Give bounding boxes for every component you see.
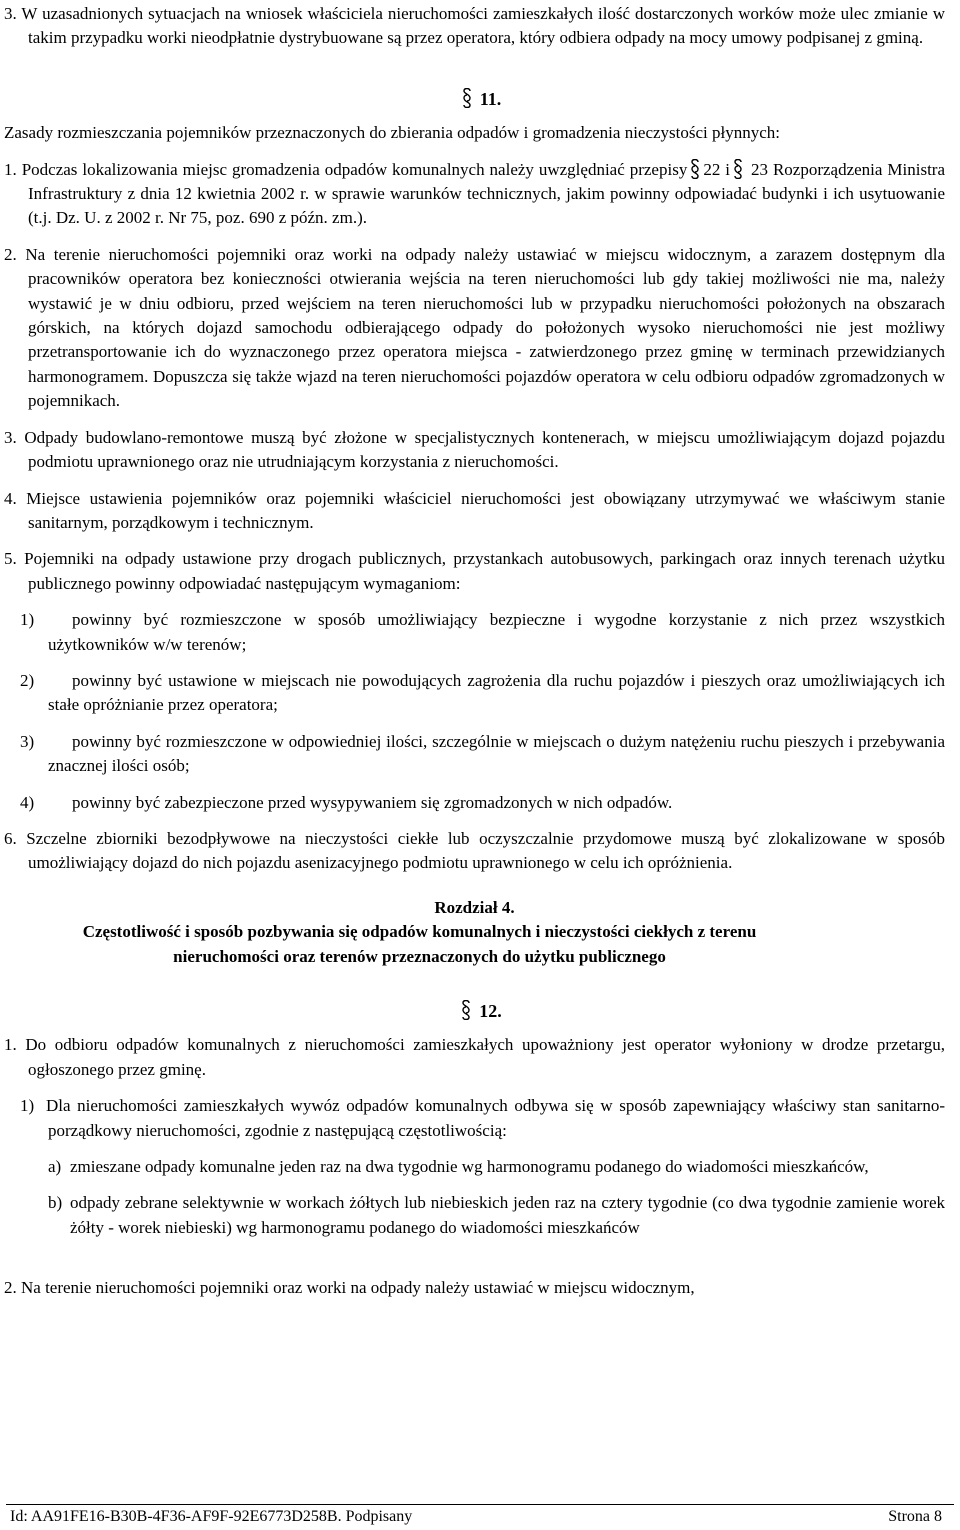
- document-body: [4, 2, 945, 1301]
- section-12-paragraph-2: 2. Na terenie nieruchomości pojemniki oraz worki na odpady należy ustawiać w miejscu widocznym,: [4, 1278, 695, 1298]
- section-12-number: 12.: [479, 1001, 502, 1021]
- chapter-label: Rozdział 4.: [434, 897, 515, 917]
- section-11-number: 11.: [479, 88, 502, 109]
- list-item: [4, 1191, 945, 1240]
- chapter-title: Częstotliwość i sposób pozbywania się odpadów komunalnych i nieczystości ciekłych z terenu nieruchomości oraz terenów przeznaczonych do użytku publicznego: [82, 922, 757, 966]
- section-11-paragraph-1: [4, 158, 945, 231]
- section-11-paragraph-5: 5. Pojemniki na odpady ustawione przy drogach publicznych, przystankach autobusowych, parkingach oraz innych terenach użytku publicznego powinny odpowiadać następującym wymaganiom:: [4, 549, 945, 593]
- list-item-number: 2): [20, 670, 35, 690]
- section-12-subitem-1: [4, 1094, 945, 1143]
- page-number: Strona 8: [888, 1508, 942, 1525]
- footer-divider: [6, 1504, 954, 1505]
- section-symbol-icon: [690, 159, 700, 179]
- subitem-number: 1): [20, 1096, 35, 1116]
- section-11-heading: Zasady rozmieszczania pojemników przeznaczonych do zbierania odpadów i gromadzenia nieczystości płynnych:: [4, 123, 781, 143]
- section-symbol-icon: [462, 88, 472, 108]
- section-symbol-icon: [733, 159, 743, 179]
- list-item-number: 3): [20, 731, 35, 751]
- section-11-paragraph-2: 2. Na terenie nieruchomości pojemniki oraz worki na odpady należy ustawiać w miejscu widocznym, a zarazem dostępnym dla pracowników operatora bez konieczności otwierania wejścia na teren nieruchomości lub gdy takiej możliwości nie ma, należy wystawić je w dniu odbioru, przed wejściem na teren nieruchomości lub w przypadku nieruchomości położonych na obszarach górskich, na których dojazd samochodu odbierającego odpady do położonych wysoko nieruchomości nie jest możliwy przetransportowanie ich do wyznaczonego przez operatora miejsca - zatwierdzonego przez gminę w terminach przewidzianych harmonogramem. Dopuszcza się także wjazd na teren nieruchomości pojazdów operatora w celu odbioru odpadów zgromadzonych w pojemnikach.: [4, 244, 945, 411]
- list-item-number: 1): [20, 610, 35, 630]
- section-11-header: [4, 87, 945, 111]
- list-item: [4, 1155, 945, 1179]
- section-11-paragraph-3: 3. Odpady budowlano-remontowe muszą być złożone w specjalistycznych kontenerach, w miejscu umożliwiającym dojazd pojazdu podmiotu uprawnionego oraz nie utrudniającym korzystania z nieruchomości.: [4, 427, 945, 472]
- intro-paragraph-3: 3. W uzasadnionych sytuacjach na wniosek właściciela nieruchomości zamieszkałych ilość dostarczonych worków może ulec zmianie w takim przypadku worki nieodpłatnie dystrybuowane są przez operatora, który odbiera odpady na mocy umowy podpisanej z gminą.: [4, 4, 945, 48]
- list-item-text: zmieszane odpady komunalne jeden raz na dwa tygodnie wg harmonogramu podanego do wiadomości mieszkańców,: [70, 1157, 869, 1177]
- subitem-text: Dla nieruchomości zamieszkałych wywóz odpadów komunalnych odbywa się w sposób zapewniający właściwy stan sanitarno-porządkowy nieruchomości, zgodnie z następującą częstotliwością:: [46, 1096, 945, 1140]
- list-item-text: powinny być ustawione w miejscach nie powodujących zagrożenia dla ruchu pojazdów i pieszych oraz umożliwiających ich stałe opróżnianie przez operatora;: [48, 670, 945, 715]
- list-item-text: powinny być rozmieszczone w sposób umożliwiający bezpieczne i wygodne korzystanie z nich przez wszystkich użytkowników w/w terenów;: [48, 610, 945, 654]
- list-item-letter: a): [48, 1157, 62, 1177]
- list-item: [4, 791, 945, 815]
- section-12-paragraph-1: 1. Do odbioru odpadów komunalnych z nieruchomości zamieszkałych upoważniony jest operator wyłoniony w drodze przetargu, ogłoszonego przez gminę.: [4, 1035, 945, 1079]
- page-footer: [0, 1498, 960, 1530]
- section-11-paragraph-6: 6. Szczelne zbiorniki bezodpływowe na nieczystości ciekłe lub oczyszczalnie przydomowe muszą być zlokalizowane w sposób umożliwiający dojazd do nich pojazdu asenizacyjnego podmiotu uprawnionego w celu ich opróżnienia.: [4, 828, 945, 873]
- list-item: [4, 730, 945, 779]
- list-item-text: powinny być zabezpieczone przed wysypywaniem się zgromadzonych w nich odpadów.: [72, 792, 673, 812]
- list-item-text: odpady zebrane selektywnie w workach żółtych lub niebieskich jeden raz na cztery tygodnie (co dwa tygodnie zamienie worek żółty - worek niebieski) wg harmonogramu podanego do wiadomości mieszkańców: [70, 1193, 945, 1237]
- list-item-number: 4): [20, 792, 35, 812]
- paragraph-1-part-b: 22 i: [703, 159, 731, 179]
- list-item-text: powinny być rozmieszczone w odpowiedniej ilości, szczególnie w miejscach o dużym natężeniu ruchu pieszych i przebywania znacznej ilości osób;: [48, 731, 945, 776]
- list-item: [4, 608, 945, 657]
- list-item: [4, 669, 945, 718]
- section-symbol-icon: [461, 1000, 471, 1020]
- document-id: Id: AA91FE16-B30B-4F36-AF9F-92E6773D258B. Podpisany: [10, 1508, 413, 1525]
- paragraph-1-part-c: 23 Rozporządzenia Ministra Infrastruktury z dnia 12 kwietnia 2002 r. w sprawie warunków technicznych, jakim powinny odpowiadać budynki i ich usytuowanie (t.j. Dz. U. z 2002 r. Nr 75, poz. 690 z późn. zm.).: [28, 159, 946, 228]
- section-12-header: [4, 999, 945, 1023]
- section-11-paragraph-4: 4. Miejsce ustawienia pojemników oraz pojemniki właściciel nieruchomości jest obowiązany utrzymywać we właściwym stanie sanitarnym, porządkowym i technicznym.: [4, 488, 945, 532]
- paragraph-1-part-a: 1. Podczas lokalizowania miejsc gromadzenia odpadów komunalnych należy uwzględniać przepisy: [4, 159, 688, 179]
- list-item-letter: b): [48, 1193, 63, 1213]
